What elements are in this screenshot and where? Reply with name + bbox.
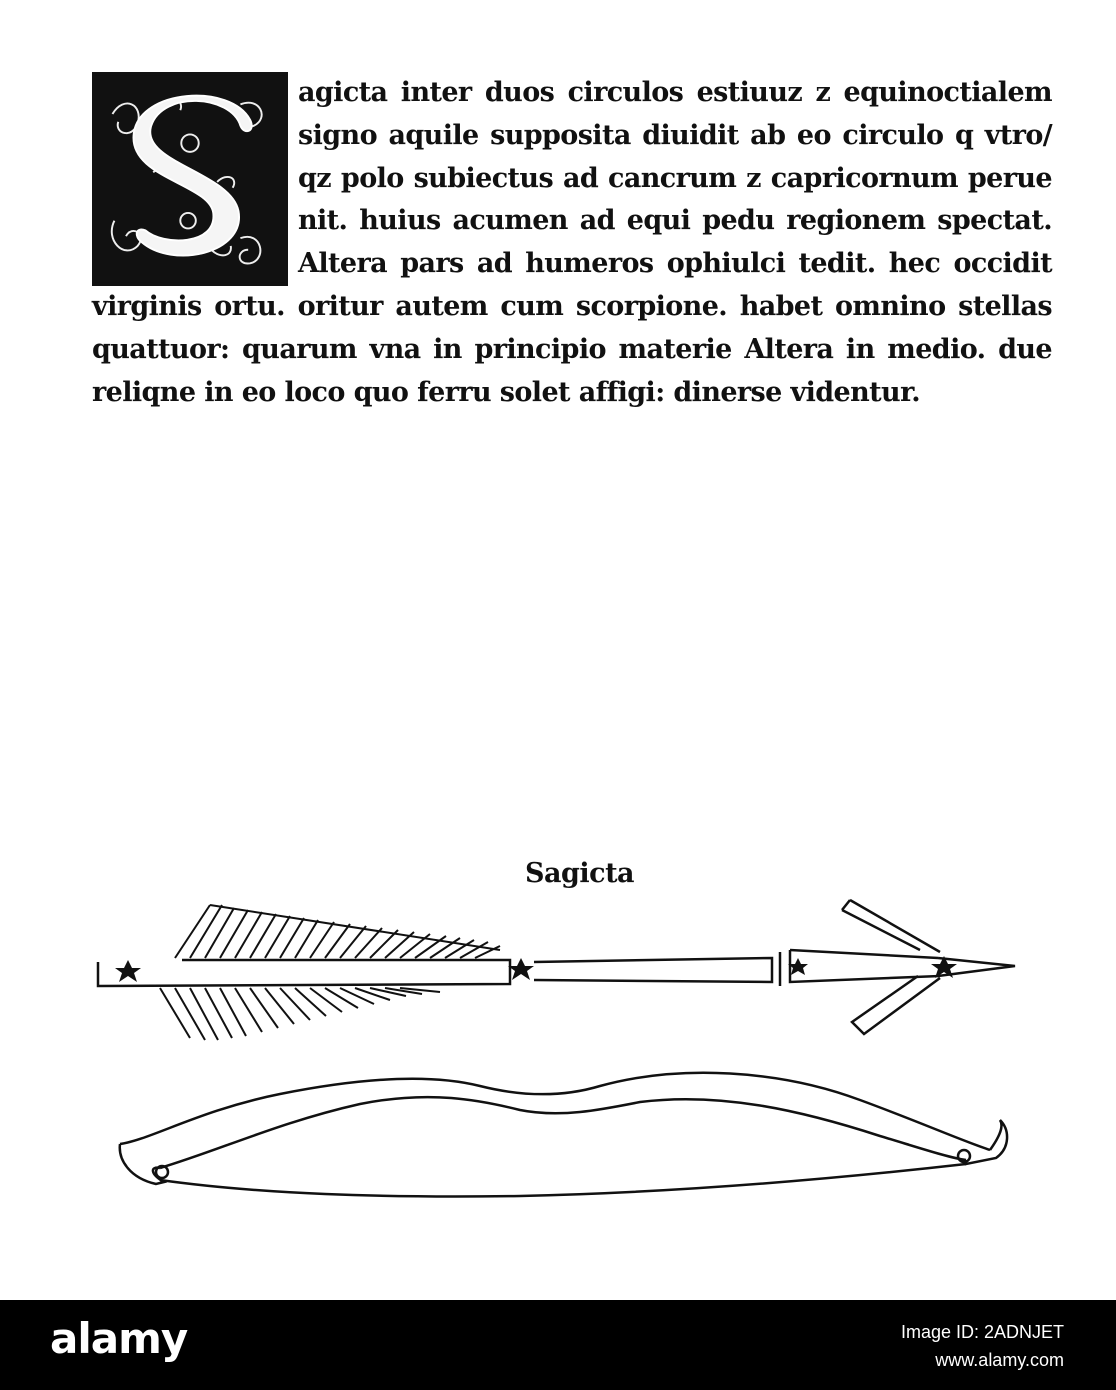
text-line: reliqne in eo loco quo ferru solet affigi: dinerse videntur. xyxy=(92,376,921,408)
watermark-banner xyxy=(0,1300,1116,1390)
text-line: quattuor: quarum vna in principio materie Altera in medio. due xyxy=(92,333,1052,365)
ornamental-letter-s-icon xyxy=(95,75,285,283)
text-line: qz polo subiectus ad cancrum z capricornum perue xyxy=(298,162,1052,194)
bow-icon xyxy=(120,1073,1007,1197)
image-id-label: Image ID: 2ADNJET xyxy=(900,1322,1064,1342)
text-line: Altera pars ad humeros ophiulci tedit. hec occidit xyxy=(298,248,1052,280)
text-line: nit. huius acumen ad equi pedu regionem spectat. xyxy=(298,205,1052,237)
decorated-initial xyxy=(92,72,288,286)
brand-logo: alamy xyxy=(50,1314,188,1363)
sagitta-constellation-figure xyxy=(0,880,1116,1210)
arrow-icon xyxy=(98,900,1015,1040)
text-line: agicta inter duos circulos estiuuz z equinoctialem xyxy=(298,77,1052,108)
site-url: www.alamy.com xyxy=(935,1350,1064,1370)
figure-caption: Sagicta xyxy=(525,858,635,889)
text-line: signo aquile supposita diuidit ab eo circulo q vtro/ xyxy=(298,119,1052,151)
text-block xyxy=(92,72,1052,414)
text-line: virginis ortu. oritur autem cum scorpione. habet omnino stellas xyxy=(92,290,1052,322)
